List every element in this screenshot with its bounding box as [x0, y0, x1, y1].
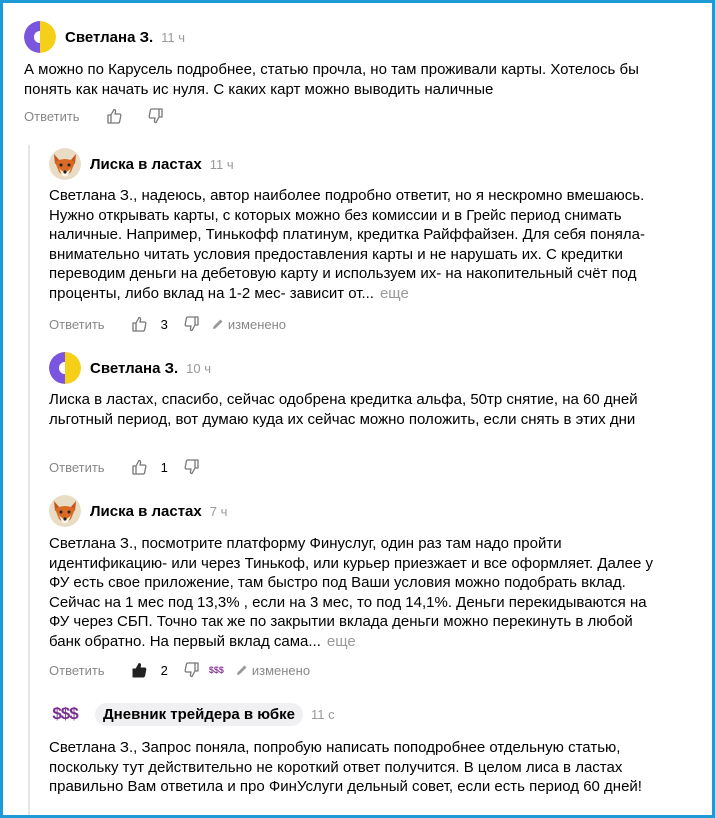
comment-header	[49, 352, 211, 384]
comment-text-body: Светлана З., надеюсь, автор наиболее подробно ответит, но я нескромно вмешаюсь. Нужно открывать карты, с которых можно без комиссии и в Грейс период снимать наличные. Например, Тинькофф платинум, кредитка Райффайзен. Для себя поняла- внимательно читать условия предоставления карты и не нарушать их. С кредитки переводим деньги на дебетовую карту и используем их- на накопительный счёт под проценты, либо вклад на 1-2 мес- зависит от...	[49, 187, 645, 302]
comment-actions	[49, 459, 200, 475]
reply-button[interactable]: Ответить	[49, 662, 105, 678]
comment-time: 7 ч	[209, 503, 228, 519]
like-icon[interactable]	[131, 316, 147, 332]
comment-author[interactable]: Светлана З.	[65, 28, 154, 46]
reply-button[interactable]: Ответить	[24, 108, 80, 124]
comment-header	[49, 148, 234, 180]
fox-avatar[interactable]	[49, 148, 81, 180]
comment-time: 11 ч	[161, 29, 186, 45]
edited-text: изменено	[227, 316, 287, 332]
comment-text-body: Светлана З., посмотрите платформу Финуслуг, один раз там надо пройти идентификацию- или через Тинькоф, или курьер приезжает и все оформляет. Далее у ФУ есть свое приложение, там быстро под Ваши условия можно подобрать вклад. Сейчас на 1 мес под 13,3% , если на 3 мес, то под 14,1%. Деньги перекидываются на ФУ через СБП. Точно так же по закрытии вклада деньги можно перекинуть в любой банк обратно. На первый вклад сама...	[49, 535, 653, 650]
comment-author[interactable]: Лиска в ластах	[90, 155, 202, 173]
trader-diary-avatar[interactable]: $$$	[52, 704, 78, 723]
comment-time: 11 с	[311, 706, 335, 722]
comment-author[interactable]: Дневник трейдера в юбке	[95, 703, 303, 726]
comment-actions	[49, 316, 286, 332]
comment-actions	[24, 108, 164, 124]
dislike-icon[interactable]	[184, 316, 200, 332]
dislike-icon[interactable]	[184, 662, 200, 678]
comment-header	[24, 21, 185, 53]
pencil-icon	[236, 664, 248, 676]
comment-text	[49, 186, 669, 303]
comment-author[interactable]: Лиска в ластах	[90, 502, 202, 520]
comment-text	[49, 534, 664, 651]
comment-time: 10 ч	[186, 360, 212, 376]
comment-actions	[49, 662, 310, 678]
comment-text: А можно по Карусель подробнее, статью прочла, но там проживали карты. Хотелось бы понять как начать ис нуля. С каких карт можно выводить наличные	[24, 61, 639, 98]
fox-avatar[interactable]	[49, 495, 81, 527]
dislike-icon[interactable]	[184, 459, 200, 475]
dislike-icon[interactable]	[148, 108, 164, 124]
comment-text: Лиска в ластах, спасибо, сейчас одобрена кредитка альфа, 50тр снятие, на 60 дней льготный период, вот думаю куда их сейчас можно положить, если снять в этих дни	[49, 391, 638, 428]
svetlana-avatar[interactable]	[24, 21, 56, 53]
like-icon[interactable]	[106, 108, 122, 124]
like-icon-filled[interactable]	[131, 662, 147, 678]
svetlana-avatar[interactable]	[49, 352, 81, 384]
like-count: 1	[160, 459, 168, 475]
pencil-icon	[212, 318, 224, 330]
like-count: 3	[160, 316, 168, 332]
reply-button[interactable]: Ответить	[49, 459, 105, 475]
reply-button[interactable]: Ответить	[49, 316, 105, 332]
comment-time: 11 ч	[209, 156, 234, 172]
edited-text: изменено	[251, 662, 311, 678]
edited-label	[212, 317, 286, 332]
edited-label	[236, 663, 310, 678]
comment-author[interactable]: Светлана З.	[90, 359, 179, 377]
more-link[interactable]: еще	[326, 632, 356, 650]
thread-line	[28, 145, 30, 818]
comment-header	[49, 701, 335, 727]
comment-header	[49, 495, 227, 527]
comment-text: Светлана З., Запрос поняла, попробую написать поподробнее отдельную статью, поскольку тут действительно не короткий ответ получится. В целом лиса в ластах правильно Вам ответила и про ФинУслуги дельный совет, если есть период 60 дней!	[49, 739, 642, 795]
more-link[interactable]: еще	[379, 284, 409, 302]
like-count: 2	[160, 662, 168, 678]
like-icon[interactable]	[131, 459, 147, 475]
author-like-badge: $$$	[208, 665, 224, 675]
